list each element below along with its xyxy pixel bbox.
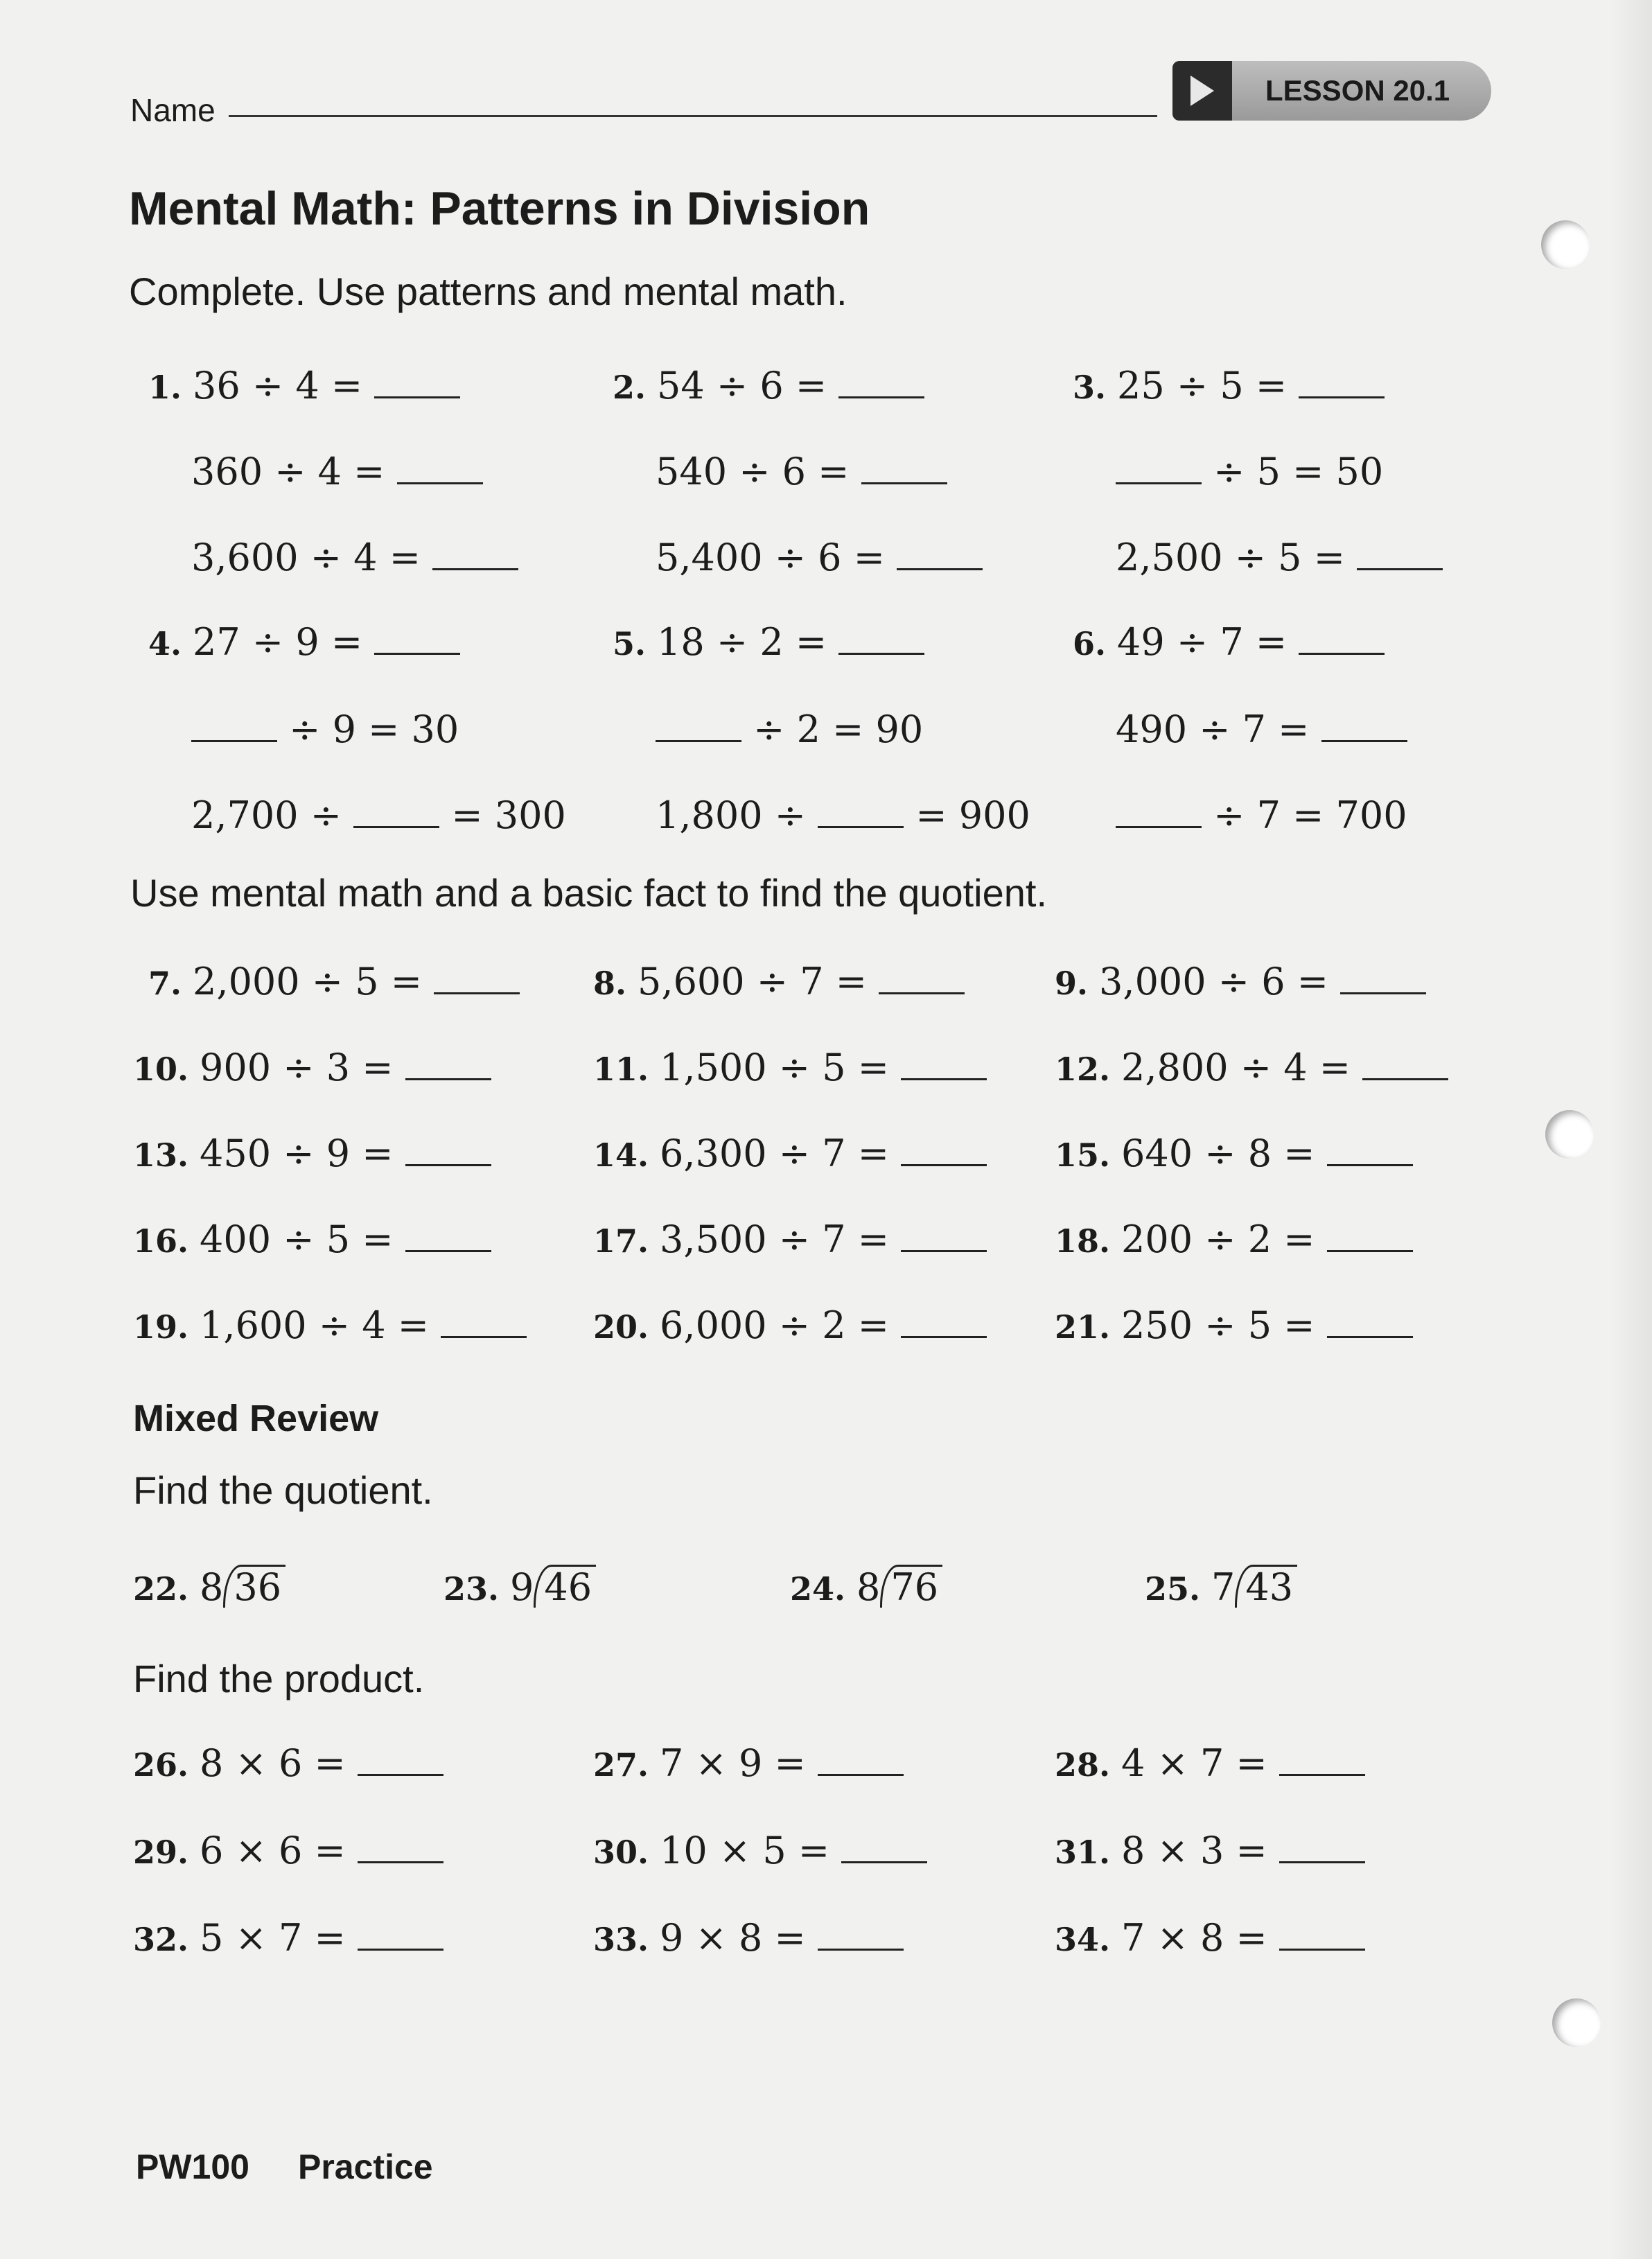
product-line: [1055, 1829, 1365, 1872]
quotient-line: [1055, 960, 1426, 1003]
problem-number: 30.: [593, 1834, 660, 1871]
expression: ÷ 7 = 700: [1202, 793, 1407, 837]
quotient-line: [593, 1303, 987, 1347]
pattern-line: [656, 707, 924, 751]
product-line: [593, 1741, 904, 1785]
long-division-problem: [133, 1565, 285, 1608]
quotient-line: [593, 1132, 987, 1175]
pattern-line: [191, 707, 459, 751]
pattern-line: [148, 364, 460, 407]
problem-number: 9.: [1055, 965, 1100, 1002]
answer-blank[interactable]: [1279, 1767, 1365, 1776]
find-quotient-instruction: Find the quotient.: [133, 1468, 433, 1512]
problem-number: 28.: [1055, 1746, 1122, 1784]
expression: 27 ÷ 9 =: [193, 620, 375, 664]
answer-blank[interactable]: [358, 1942, 443, 1951]
problem-number: 11.: [593, 1051, 660, 1088]
dividend: 43: [1235, 1565, 1297, 1608]
answer-blank[interactable]: [353, 819, 439, 828]
problem-number: 25.: [1145, 1570, 1212, 1608]
expression: 6 × 6 =: [200, 1829, 358, 1872]
expression: 540 ÷ 6 =: [656, 450, 861, 493]
expression: 450 ÷ 9 =: [200, 1132, 405, 1175]
answer-blank[interactable]: [901, 1329, 987, 1338]
expression: 9 × 8 =: [660, 1916, 818, 1960]
problem-number: 34.: [1055, 1921, 1122, 1958]
binder-hole-middle: [1545, 1110, 1594, 1159]
problem-number: 32.: [133, 1921, 200, 1958]
expression: ÷ 2 = 90: [741, 707, 924, 751]
answer-blank[interactable]: [1327, 1157, 1413, 1166]
quotient-line: [133, 1046, 491, 1089]
answer-blank[interactable]: [901, 1243, 987, 1252]
answer-blank[interactable]: [397, 475, 483, 484]
name-label: Name: [130, 92, 216, 128]
page-edge-shadow: [1610, 0, 1652, 2259]
problem-number: 26.: [133, 1746, 200, 1784]
expression: 25 ÷ 5 =: [1117, 364, 1299, 407]
pattern-line: [1116, 707, 1407, 751]
long-division-problem: [443, 1565, 596, 1608]
answer-blank[interactable]: [901, 1071, 987, 1080]
answer-blank[interactable]: [434, 985, 520, 994]
expression: 8 × 3 =: [1121, 1829, 1279, 1872]
expression: 3,600 ÷ 4 =: [191, 536, 433, 579]
product-line: [593, 1916, 904, 1960]
answer-blank[interactable]: [191, 733, 277, 742]
expression: 2,500 ÷ 5 =: [1116, 536, 1357, 579]
problem-number: 12.: [1055, 1051, 1122, 1088]
expression: 8 × 6 =: [200, 1741, 358, 1785]
quotient-line: [1055, 1046, 1448, 1089]
answer-blank[interactable]: [879, 985, 965, 994]
problem-number: 13.: [133, 1136, 200, 1174]
expression: 5,600 ÷ 7 =: [638, 960, 879, 1003]
dividend: 36: [223, 1565, 285, 1608]
pattern-line: [656, 450, 947, 493]
expression: 4 × 7 =: [1121, 1741, 1279, 1785]
quotient-line: [593, 1046, 987, 1089]
instruction-part2: Use mental math and a basic fact to find the quotient.: [130, 871, 1047, 915]
answer-blank[interactable]: [358, 1854, 443, 1863]
pattern-line: [656, 793, 1030, 837]
answer-blank[interactable]: [432, 561, 518, 570]
product-line: [1055, 1916, 1365, 1960]
expression: 3,500 ÷ 7 =: [660, 1218, 902, 1261]
problem-number: 17.: [593, 1222, 660, 1260]
expression: 2,800 ÷ 4 =: [1121, 1046, 1363, 1089]
problem-number: 6.: [1073, 625, 1118, 662]
name-field[interactable]: [229, 115, 1157, 117]
pattern-line: [613, 620, 924, 664]
expression: 640 ÷ 8 =: [1121, 1132, 1327, 1175]
long-division-problem: [790, 1565, 942, 1608]
divisor: 9: [510, 1565, 534, 1609]
quotient-line: [133, 1303, 527, 1347]
pattern-line: [1116, 450, 1384, 493]
expression: 7 × 9 =: [660, 1741, 818, 1785]
problem-number: 5.: [613, 625, 658, 662]
answer-blank[interactable]: [374, 646, 460, 655]
expression: 360 ÷ 4 =: [191, 450, 397, 493]
problem-number: 27.: [593, 1746, 660, 1784]
expression: 490 ÷ 7 =: [1116, 707, 1321, 751]
product-line: [133, 1829, 443, 1872]
expression: = 900: [904, 793, 1030, 837]
quotient-line: [1055, 1132, 1413, 1175]
pattern-line: [1073, 364, 1385, 407]
problem-number: 4.: [148, 625, 193, 662]
answer-blank[interactable]: [1357, 561, 1443, 570]
answer-blank[interactable]: [897, 561, 983, 570]
quotient-line: [593, 1218, 987, 1261]
answer-blank[interactable]: [818, 819, 904, 828]
expression: 18 ÷ 2 =: [657, 620, 839, 664]
binder-hole-bottom: [1552, 1998, 1601, 2047]
quotient-line: [1055, 1303, 1413, 1347]
product-line: [133, 1741, 443, 1785]
problem-number: 24.: [790, 1570, 857, 1608]
lesson-tab: [1172, 61, 1491, 121]
page-title: Mental Math: Patterns in Division: [129, 182, 870, 235]
quotient-line: [133, 1132, 491, 1175]
expression: 5 × 7 =: [200, 1916, 358, 1960]
answer-blank[interactable]: [838, 646, 924, 655]
expression: 2,000 ÷ 5 =: [193, 960, 434, 1003]
footer-label: Practice: [298, 2147, 433, 2186]
pattern-line: [1073, 620, 1385, 664]
problem-number: 21.: [1055, 1308, 1122, 1346]
pattern-line: [191, 450, 483, 493]
expression: ÷ 9 = 30: [277, 707, 459, 751]
expression: 1,600 ÷ 4 =: [200, 1303, 441, 1347]
answer-blank[interactable]: [1279, 1942, 1365, 1951]
problem-number: 16.: [133, 1222, 200, 1260]
expression: 6,000 ÷ 2 =: [660, 1303, 902, 1347]
dividend: 46: [534, 1565, 596, 1608]
answer-blank[interactable]: [1340, 985, 1426, 994]
problem-number: 23.: [443, 1570, 511, 1608]
answer-blank[interactable]: [358, 1767, 443, 1776]
answer-blank[interactable]: [656, 733, 741, 742]
problem-number: 18.: [1055, 1222, 1122, 1260]
divisor: 7: [1211, 1565, 1236, 1609]
answer-blank[interactable]: [405, 1157, 491, 1166]
expression: 200 ÷ 2 =: [1121, 1218, 1327, 1261]
problem-number: 10.: [133, 1051, 200, 1088]
problem-number: 19.: [133, 1308, 200, 1346]
play-icon: [1172, 61, 1232, 121]
expression: 400 ÷ 5 =: [200, 1218, 405, 1261]
answer-blank[interactable]: [901, 1157, 987, 1166]
answer-blank[interactable]: [1327, 1243, 1413, 1252]
pattern-line: [148, 620, 460, 664]
answer-blank[interactable]: [374, 389, 460, 398]
problem-number: 15.: [1055, 1136, 1122, 1174]
footer-code: PW100: [136, 2147, 249, 2186]
quotient-line: [1055, 1218, 1413, 1261]
answer-blank[interactable]: [1321, 733, 1407, 742]
mixed-review-heading: Mixed Review: [133, 1398, 379, 1439]
expression: 54 ÷ 6 =: [657, 364, 839, 407]
expression: 1,500 ÷ 5 =: [660, 1046, 902, 1089]
binder-hole-top: [1541, 220, 1590, 269]
answer-blank[interactable]: [1299, 389, 1385, 398]
lesson-label: LESSON 20.1: [1265, 74, 1450, 107]
expression: 900 ÷ 3 =: [200, 1046, 405, 1089]
answer-blank[interactable]: [841, 1854, 927, 1863]
pattern-line: [1116, 793, 1407, 837]
instruction-part1: Complete. Use patterns and mental math.: [129, 270, 847, 313]
expression: 49 ÷ 7 =: [1117, 620, 1299, 664]
answer-blank[interactable]: [818, 1942, 904, 1951]
answer-blank[interactable]: [1116, 819, 1202, 828]
problem-number: 33.: [593, 1921, 660, 1958]
expression: 3,000 ÷ 6 =: [1099, 960, 1341, 1003]
problem-number: 7.: [148, 965, 193, 1002]
problem-number: 8.: [593, 965, 638, 1002]
answer-blank[interactable]: [838, 389, 924, 398]
answer-blank[interactable]: [1279, 1854, 1365, 1863]
answer-blank[interactable]: [861, 475, 947, 484]
product-line: [133, 1916, 443, 1960]
expression: 6,300 ÷ 7 =: [660, 1132, 902, 1175]
expression: 7 × 8 =: [1121, 1916, 1279, 1960]
answer-blank[interactable]: [405, 1243, 491, 1252]
problem-number: 2.: [613, 369, 658, 406]
long-division-problem: [1145, 1565, 1297, 1608]
quotient-line: [593, 960, 965, 1003]
problem-number: 20.: [593, 1308, 660, 1346]
pattern-line: [191, 536, 518, 579]
pattern-line: [613, 364, 924, 407]
problem-number: 3.: [1073, 369, 1118, 406]
expression: 36 ÷ 4 =: [193, 364, 375, 407]
answer-blank[interactable]: [1116, 475, 1202, 484]
answer-blank[interactable]: [1327, 1329, 1413, 1338]
expression: 5,400 ÷ 6 =: [656, 536, 897, 579]
product-line: [1055, 1741, 1365, 1785]
quotient-line: [133, 1218, 491, 1261]
expression: 10 × 5 =: [660, 1829, 842, 1872]
divisor: 8: [200, 1565, 224, 1609]
answer-blank[interactable]: [1362, 1071, 1448, 1080]
expression: = 300: [439, 793, 566, 837]
expression: 2,700 ÷: [191, 793, 354, 837]
answer-blank[interactable]: [818, 1767, 904, 1776]
problem-number: 1.: [148, 369, 193, 406]
find-product-instruction: Find the product.: [133, 1657, 425, 1700]
answer-blank[interactable]: [405, 1071, 491, 1080]
answer-blank[interactable]: [441, 1329, 527, 1338]
answer-blank[interactable]: [1299, 646, 1385, 655]
pattern-line: [1116, 536, 1443, 579]
expression: 250 ÷ 5 =: [1121, 1303, 1327, 1347]
product-line: [593, 1829, 927, 1872]
expression: ÷ 5 = 50: [1202, 450, 1384, 493]
pattern-line: [191, 793, 566, 837]
dividend: 76: [880, 1565, 942, 1608]
divisor: 8: [856, 1565, 881, 1609]
problem-number: 31.: [1055, 1834, 1122, 1871]
problem-number: 22.: [133, 1570, 200, 1608]
expression: 1,800 ÷: [656, 793, 818, 837]
problem-number: 29.: [133, 1834, 200, 1871]
quotient-line: [148, 960, 520, 1003]
problem-number: 14.: [593, 1136, 660, 1174]
pattern-line: [656, 536, 983, 579]
